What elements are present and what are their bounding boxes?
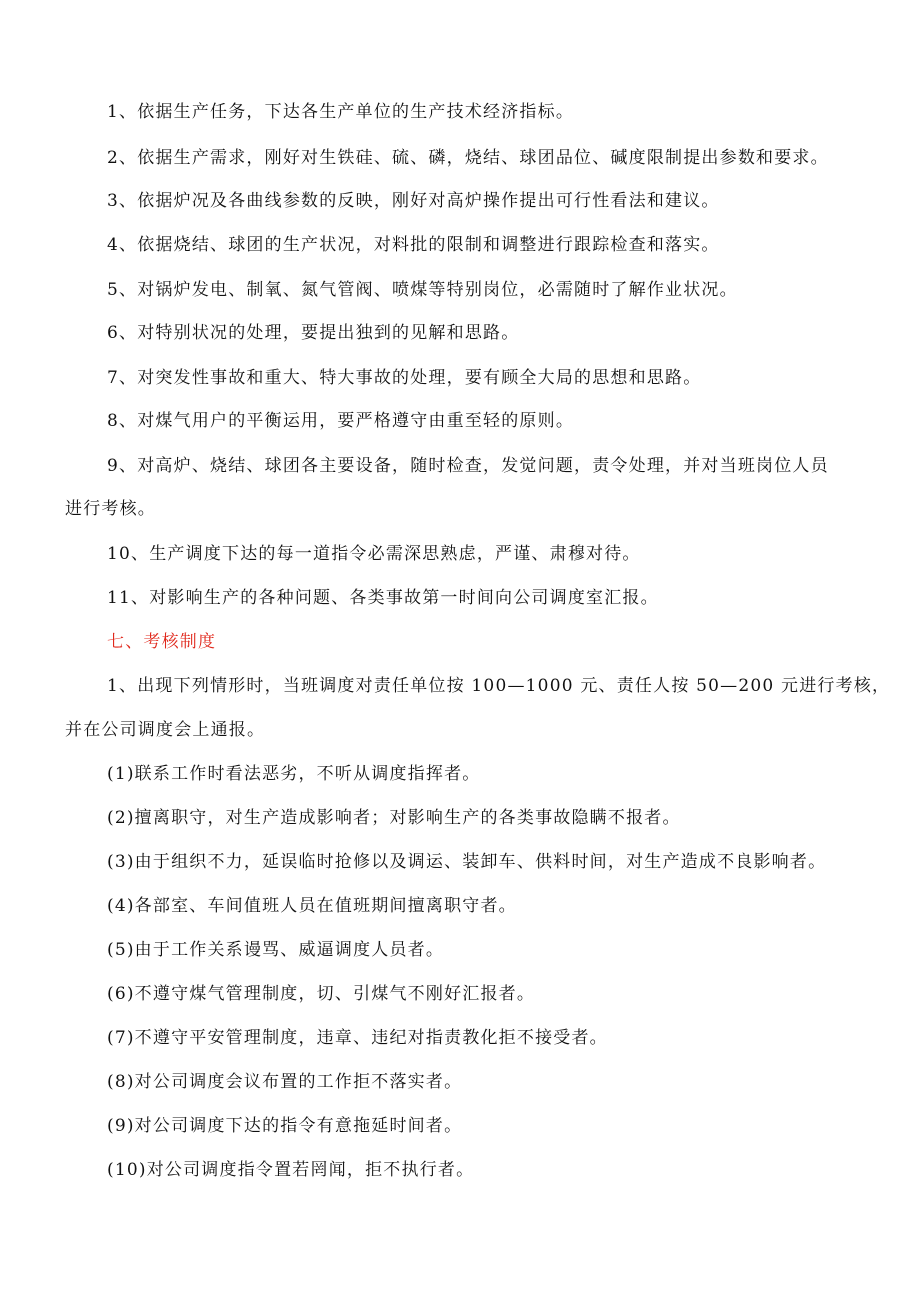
duty-item-6: 6、对特别状况的处理，要提出独到的见解和思路。 <box>107 323 520 343</box>
duty-item-11: 11、对影响生产的各种问题、各类事故第一时间向公司调度室汇报。 <box>107 588 659 608</box>
section-heading: 七、考核制度 <box>107 632 217 652</box>
duty-item-10: 10、生产调度下达的每一道指令必需深思熟虑，严谨、肃穆对待。 <box>107 544 641 564</box>
assessment-intro-continued: 并在公司调度会上通报。 <box>65 720 266 740</box>
duty-item-7: 7、对突发性事故和重大、特大事故的处理，要有顾全大局的思想和思路。 <box>107 368 702 388</box>
duty-item-3: 3、依据炉况及各曲线参数的反映，刚好对高炉操作提出可行性看法和建议。 <box>107 191 720 211</box>
assessment-item-9: (9)对公司调度下达的指令有意拖延时间者。 <box>107 1116 463 1136</box>
assessment-item-10: (10)对公司调度指令置若罔闻，拒不执行者。 <box>107 1160 475 1180</box>
duty-item-1: 1、依据生产任务，下达各生产单位的生产技术经济指标。 <box>107 102 575 122</box>
duty-item-9-continued: 进行考核。 <box>65 499 156 519</box>
assessment-item-7: (7)不遵守平安管理制度，违章、违纪对指责教化拒不接受者。 <box>107 1028 608 1048</box>
assessment-item-8: (8)对公司调度会议布置的工作拒不落实者。 <box>107 1072 463 1092</box>
duty-item-5: 5、对锅炉发电、制氧、氮气管阀、喷煤等特别岗位，必需随时了解作业状况。 <box>107 280 738 300</box>
assessment-item-6: (6)不遵守煤气管理制度，切、引煤气不刚好汇报者。 <box>107 984 536 1004</box>
duty-item-4: 4、依据烧结、球团的生产状况，对料批的限制和调整进行跟踪检查和落实。 <box>107 235 720 255</box>
assessment-intro: 1、出现下列情形时，当班调度对责任单位按 100—1000 元、责任人按 50—200 元进行考核， <box>107 676 891 696</box>
duty-item-9: 9、对高炉、烧结、球团各主要设备，随时检查，发觉问题，责令处理，并对当班岗位人员 <box>107 456 829 476</box>
assessment-item-3: (3)由于组织不力，延误临时抢修以及调运、装卸车、供料时间，对生产造成不良影响者。 <box>107 852 827 872</box>
assessment-item-2: (2)擅离职守，对生产造成影响者；对影响生产的各类事故隐瞒不报者。 <box>107 808 681 828</box>
assessment-item-5: (5)由于工作关系谩骂、威逼调度人员者。 <box>107 940 445 960</box>
assessment-item-4: (4)各部室、车间值班人员在值班期间擅离职守者。 <box>107 896 517 916</box>
duty-item-2: 2、依据生产需求，刚好对生铁硅、硫、磷，烧结、球团品位、碱度限制提出参数和要求。 <box>107 148 829 168</box>
duty-item-8: 8、对煤气用户的平衡运用，要严格遵守由重至轻的原则。 <box>107 411 575 431</box>
assessment-item-1: (1)联系工作时看法恶劣，不听从调度指挥者。 <box>107 764 481 784</box>
